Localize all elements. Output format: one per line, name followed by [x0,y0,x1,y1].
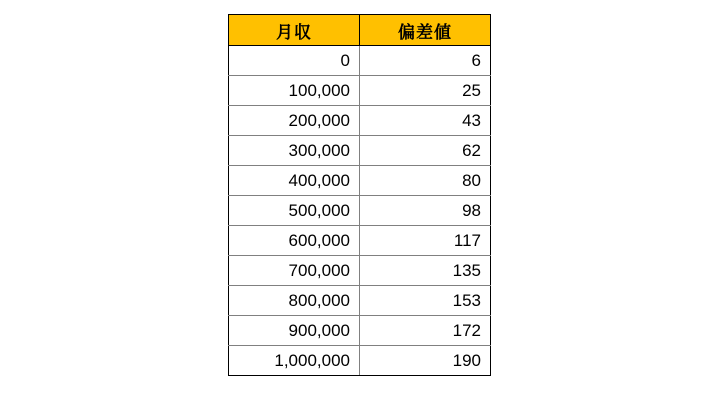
cell-income: 100,000 [229,76,360,106]
cell-deviation: 25 [360,76,491,106]
table-row [229,76,491,106]
income-deviation-table [228,14,491,376]
table-body [229,46,491,376]
table-container [228,14,491,376]
cell-deviation: 6 [360,46,491,76]
table-row [229,196,491,226]
cell-income: 1,000,000 [229,346,360,376]
table-header [229,15,491,46]
table-row [229,316,491,346]
cell-income: 0 [229,46,360,76]
table-row [229,106,491,136]
cell-income: 800,000 [229,286,360,316]
cell-income: 300,000 [229,136,360,166]
cell-deviation: 98 [360,196,491,226]
cell-income: 700,000 [229,256,360,286]
table-row [229,226,491,256]
cell-deviation: 43 [360,106,491,136]
cell-income: 400,000 [229,166,360,196]
cell-deviation: 172 [360,316,491,346]
table-row [229,166,491,196]
cell-income: 500,000 [229,196,360,226]
table-row [229,286,491,316]
table-row [229,136,491,166]
table-row [229,346,491,376]
cell-deviation: 80 [360,166,491,196]
cell-deviation: 135 [360,256,491,286]
table-row [229,46,491,76]
cell-deviation: 190 [360,346,491,376]
cell-deviation: 117 [360,226,491,256]
cell-deviation: 153 [360,286,491,316]
cell-income: 600,000 [229,226,360,256]
cell-income: 200,000 [229,106,360,136]
table-row [229,256,491,286]
column-header-deviation: 偏差値 [360,15,491,46]
column-header-income: 月収 [229,15,360,46]
cell-income: 900,000 [229,316,360,346]
cell-deviation: 62 [360,136,491,166]
table-header-row [229,15,491,46]
